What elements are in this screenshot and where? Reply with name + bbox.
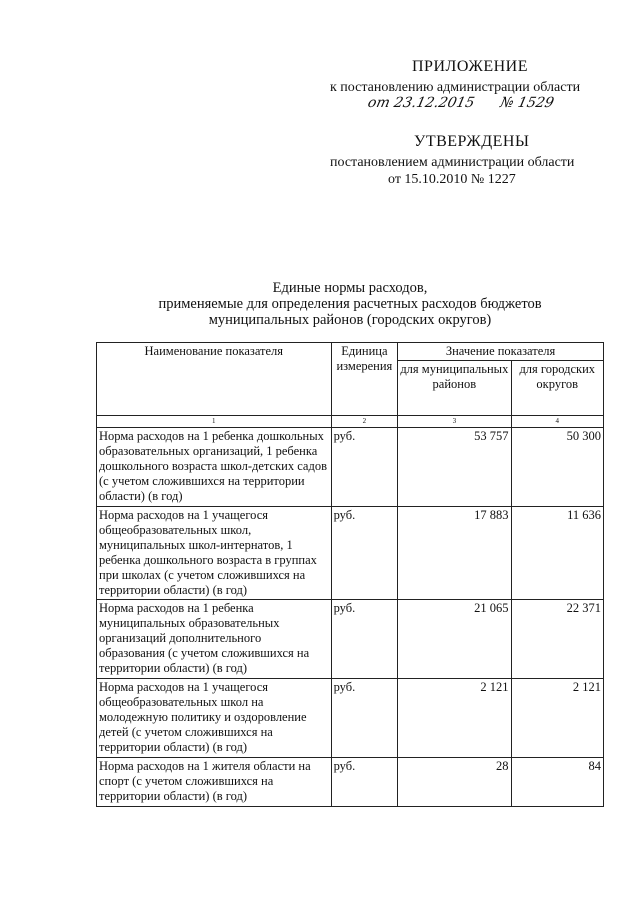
- table-row: [97, 507, 604, 600]
- table-row: [97, 679, 604, 758]
- document-title-line3: муниципальных районов (городских округов): [208, 312, 492, 328]
- row-unit: руб.: [331, 600, 398, 679]
- document-title-line2: применяемые для определения расчетных расходов бюджетов: [158, 296, 542, 312]
- table-row: [97, 600, 604, 679]
- column-number: 2: [331, 416, 398, 428]
- handwritten-date-number: [366, 95, 555, 111]
- approved-reference-line2: от 15.10.2010 № 1227: [388, 172, 516, 187]
- table-row: [97, 758, 604, 807]
- handwritten-number: № 1529: [498, 95, 556, 111]
- header-unit: Единица измерения: [331, 343, 398, 416]
- row-city-value: 50 300: [511, 428, 604, 507]
- row-unit: руб.: [331, 679, 398, 758]
- norms-table: [96, 342, 604, 807]
- row-city-value: 22 371: [511, 600, 604, 679]
- column-number: 4: [511, 416, 604, 428]
- row-unit: руб.: [331, 428, 398, 507]
- approved-reference-line1: постановлением администрации области: [330, 155, 575, 170]
- header-name: Наименование показателя: [97, 343, 332, 416]
- row-municipal-value: 21 065: [398, 600, 511, 679]
- appendix-reference: к постановлению администрации области: [330, 80, 581, 95]
- handwritten-date: от 23.12.2015: [366, 95, 477, 111]
- row-municipal-value: 28: [398, 758, 511, 807]
- row-name: Норма расходов на 1 ребенка дошкольных образовательных организаций, 1 ребенка дошкольного возраста школ-детских садов (с учетом сложившихся на территории области) (в год): [97, 428, 332, 507]
- document-title: [96, 280, 604, 328]
- row-municipal-value: 53 757: [398, 428, 511, 507]
- row-city-value: 84: [511, 758, 604, 807]
- row-municipal-value: 2 121: [398, 679, 511, 758]
- column-number: 3: [398, 416, 511, 428]
- row-name: Норма расходов на 1 учащегося общеобразовательных школ, муниципальных школ-интернатов, 1 ребенка дошкольного возраста в группах при школах (с учетом сложившихся на территории области) (в год): [97, 507, 332, 600]
- row-unit: руб.: [331, 758, 398, 807]
- row-city-value: 2 121: [511, 679, 604, 758]
- row-municipal-value: 17 883: [398, 507, 511, 600]
- column-number: 1: [97, 416, 332, 428]
- approved-title: УТВЕРЖДЕНЫ: [414, 133, 530, 150]
- row-name: Норма расходов на 1 ребенка муниципальных образовательных организаций дополнительного образования (с учетом сложившихся на территории области) (в год): [97, 600, 332, 679]
- header-municipal: для муниципальных районов: [398, 361, 511, 416]
- row-unit: руб.: [331, 507, 398, 600]
- row-city-value: 11 636: [511, 507, 604, 600]
- document-title-line1: Единые нормы расходов,: [272, 280, 428, 296]
- row-name: Норма расходов на 1 учащегося общеобразовательных школ на молодежную политику и оздоровление детей (с учетом сложившихся на территории области) (в год): [97, 679, 332, 758]
- header-city: для городских округов: [511, 361, 604, 416]
- appendix-title: ПРИЛОЖЕНИЕ: [412, 58, 529, 75]
- header-value: Значение показателя: [398, 343, 604, 361]
- row-name: Норма расходов на 1 жителя области на спорт (с учетом сложившихся на территории области) (в год): [97, 758, 332, 807]
- table-row: [97, 428, 604, 507]
